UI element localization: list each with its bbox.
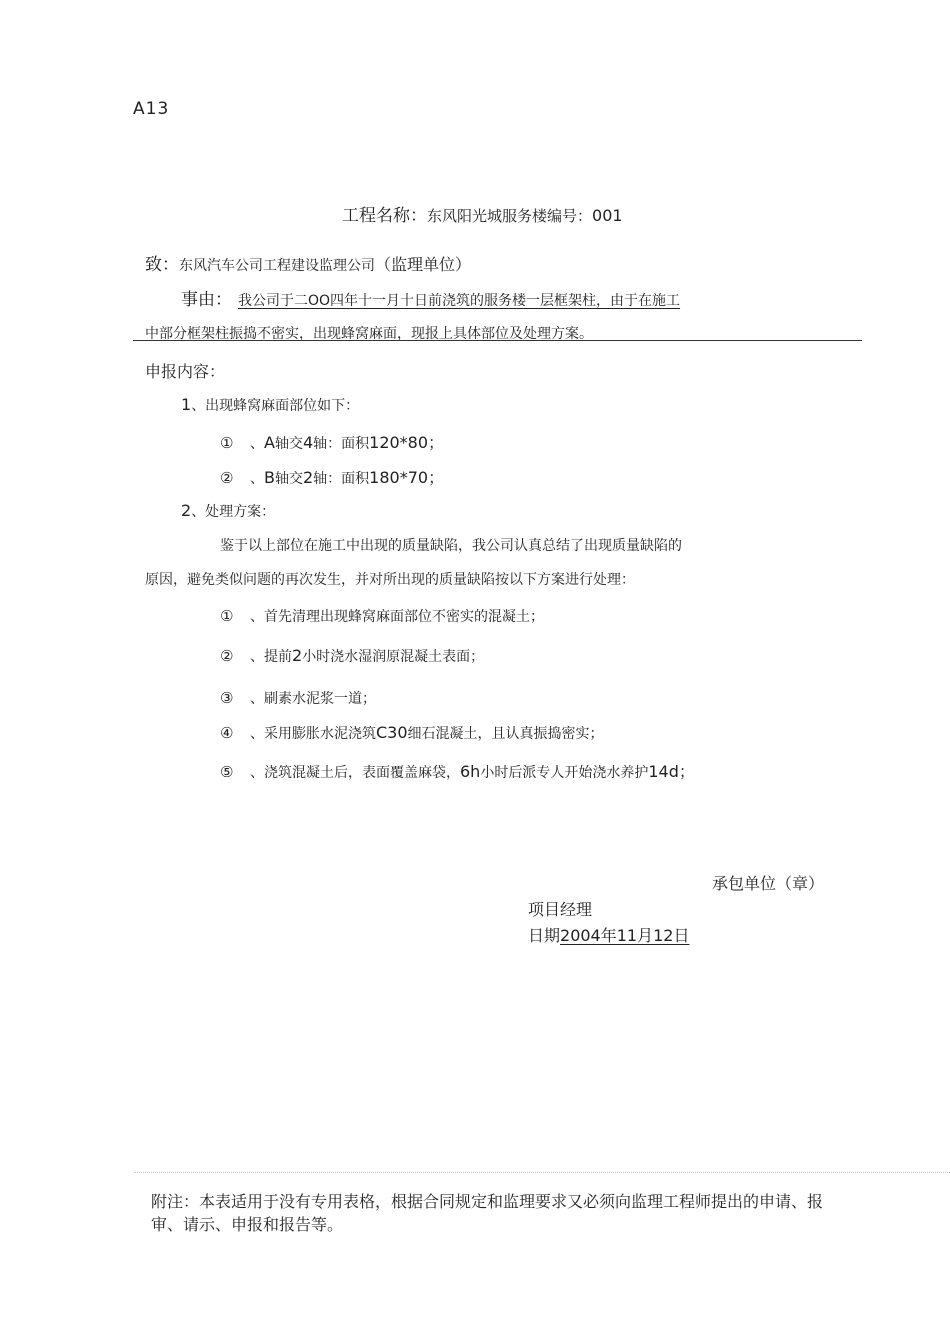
defect-item-1	[220, 430, 444, 453]
number-label: 编号：	[547, 207, 593, 225]
addressee-suffix: （监理单位）	[375, 255, 472, 274]
treatment-intro-1: 鉴于以上部位在施工中出现的质量缺陷，我公司认真总结了出现质量缺陷的	[220, 538, 682, 554]
step-text-rest: 细石混凝土，且认真振捣密实；	[407, 726, 604, 742]
subject-text-1: 我公司于二OO四年十一月十日前浇筑的服务楼一层框架柱，由于在施工	[238, 293, 681, 309]
step-text-rest: 小时浇水湿润原混凝土表面；	[302, 649, 485, 665]
item-separator: 、	[250, 436, 264, 452]
date-label: 日期	[528, 926, 561, 945]
project-manager-label: 项目经理	[528, 900, 593, 919]
section-2-number: 2	[181, 501, 192, 520]
subject-label: 事由：	[181, 290, 232, 310]
step-marker: ⑤	[220, 763, 234, 781]
step-separator: 、	[250, 691, 264, 707]
project-name-label: 工程名称：	[342, 206, 427, 226]
treatment-intro-2: 原因，避免类似问题的再次发生，并对所出现的质量缺陷按以下方案进行处理：	[145, 572, 635, 588]
item-marker: ①	[220, 434, 234, 452]
step-text: 提前	[264, 649, 292, 665]
area-value: 180*70；	[369, 468, 445, 487]
contractor-unit-seal: 承包单位（章）	[712, 874, 825, 893]
step-marker: ①	[220, 607, 234, 625]
section-2-heading	[181, 501, 275, 521]
addressee-name: 东风汽车公司工程建设监理公司	[179, 258, 375, 274]
project-header	[342, 201, 623, 226]
step-marker: ③	[220, 689, 234, 707]
section-2-title: 、处理方案：	[191, 504, 276, 520]
defect-item-2	[220, 465, 444, 488]
number-value: 001	[592, 206, 623, 225]
form-code: A13	[133, 99, 170, 119]
treatment-step-4	[220, 723, 604, 743]
subject-line-1	[181, 285, 680, 310]
footer-divider	[134, 1172, 950, 1173]
step-text-mid: 小时后派专人开始浇水养护	[480, 765, 649, 781]
curing-days: 14d；	[648, 762, 695, 781]
addressee-label: 致：	[145, 255, 179, 275]
wait-hours: 6h	[460, 762, 481, 781]
divider-line	[133, 340, 862, 341]
item-marker: ②	[220, 469, 234, 487]
step-hours: 2	[292, 646, 303, 665]
treatment-step-1	[220, 606, 544, 626]
treatment-step-3	[220, 688, 376, 708]
step-text: 首先清理出现蜂窝麻面部位不密实的混凝土；	[264, 609, 544, 625]
axis-letter: A	[264, 433, 275, 452]
area-value: 120*80；	[369, 433, 445, 452]
area-text: 轴：面积	[313, 436, 370, 452]
step-separator: 、	[250, 726, 264, 742]
subject-text-2: 中部分框架柱振捣不密实，出现蜂窝麻面，现报上具体部位及处理方案。	[145, 326, 593, 342]
axis-text: 轴交	[274, 471, 303, 487]
footer-note: 附注：本表适用于没有专用表格，根据合同规定和监理要求又必须向监理工程师提出的申请、报审、请示、申报和报告等。	[151, 1192, 824, 1234]
date-line	[528, 923, 689, 946]
treatment-step-2	[220, 646, 484, 666]
step-text: 刷素水泥浆一道；	[264, 691, 376, 707]
date-value: 2004年11月12日	[560, 926, 690, 945]
step-marker: ④	[220, 724, 234, 742]
axis-number: 2	[302, 468, 314, 487]
section-1-number: 1	[181, 395, 192, 414]
project-name: 东风阳光城服务楼	[427, 207, 548, 225]
step-text: 采用膨胀水泥浇筑	[264, 726, 376, 742]
item-separator: 、	[250, 471, 264, 487]
treatment-step-5	[220, 759, 695, 782]
section-1-heading	[181, 395, 359, 415]
step-marker: ②	[220, 647, 234, 665]
axis-number: 4	[302, 433, 314, 452]
step-separator: 、	[250, 609, 264, 625]
step-text: 浇筑混凝土后，表面覆盖麻袋，	[264, 765, 460, 781]
concrete-grade: C30	[376, 723, 408, 742]
axis-letter: B	[264, 468, 275, 487]
step-separator: 、	[250, 765, 264, 781]
axis-text: 轴交	[274, 436, 303, 452]
addressee-line	[145, 250, 471, 275]
step-separator: 、	[250, 649, 264, 665]
section-1-title: 、出现蜂窝麻面部位如下：	[191, 398, 360, 414]
area-text: 轴：面积	[313, 471, 370, 487]
content-label: 申报内容：	[145, 362, 226, 381]
